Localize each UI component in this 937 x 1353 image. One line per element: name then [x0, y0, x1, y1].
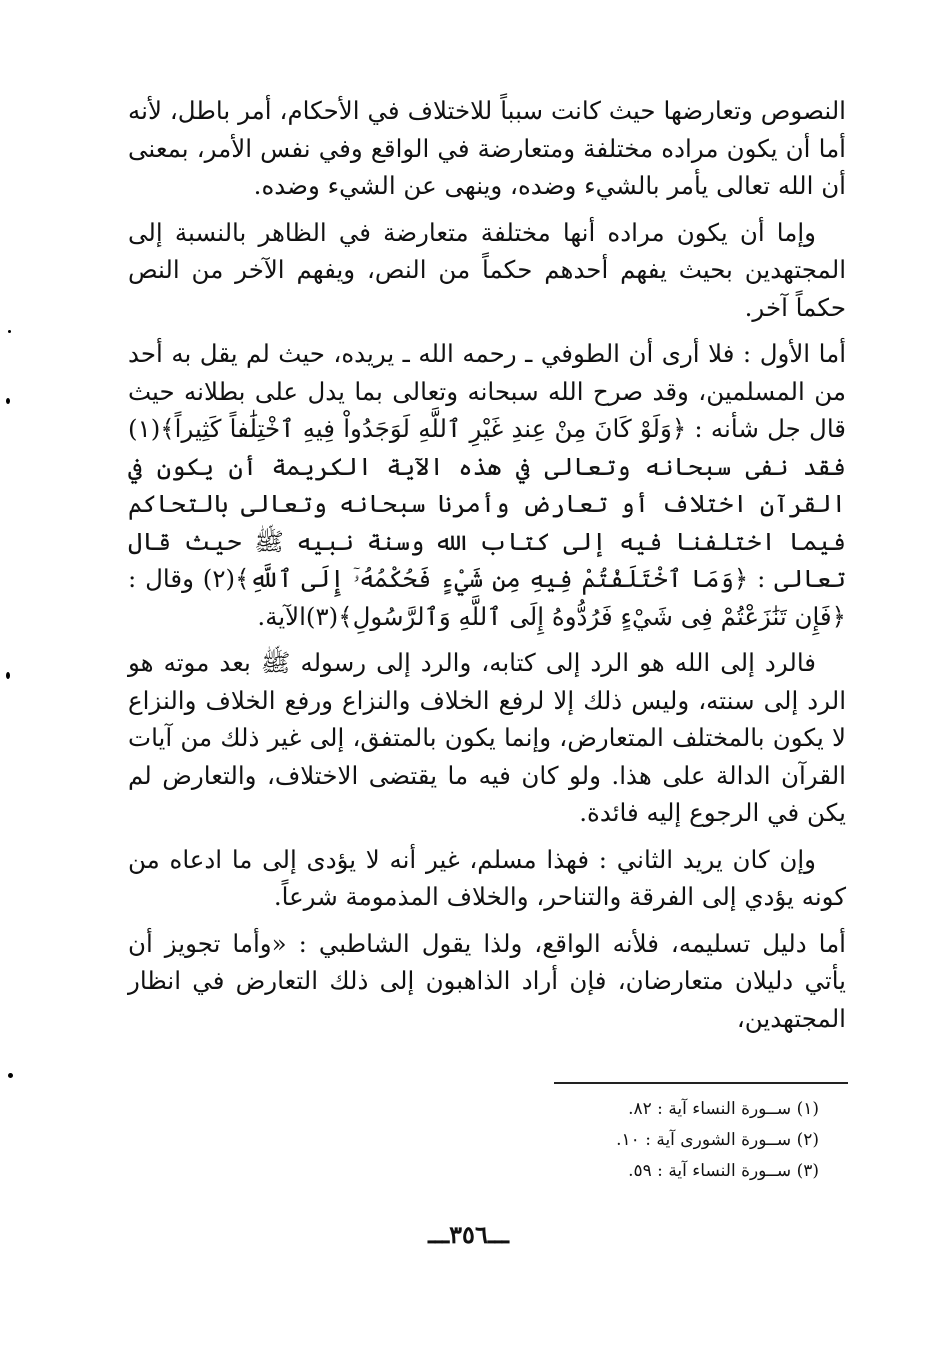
paragraph-5: وإن كان يريد الثاني : فهذا مسلم، غير أنه لا يؤدى إلى ما ادعاه من كونه يؤدي إلى الفرقة والتناحر، والخلاف المذمومة شرعاً.: [128, 844, 846, 911]
paragraph-3: أما الأول : فلا أرى أن الطوفي ـ رحمه الله ـ يريده، حيث لم يقل به أحد من المسلمين، وقد صرح الله سبحانه وتعالى بما يدل على بطلانه حيث قال جل شأنه : ﴿وَلَوْ كَانَ مِنْ عِندِ غَيْرِ ٱللَّهِ لَوَجَدُواْ فِيهِ ٱخْتِلَٰفاً كَثِيراً﴾(١) فقد نفى سبحانه وتعالى في هذه الآية الكريمة أن يكون في القرآن اختلاف أو تعارض وأمرنا سبحانه وتعالى بالتحاكم فيما اختلفنا فيه إلى كتاب الله وسنة نبيه ﷺ حيث قال تعالى : ﴿وَمَا ٱخْتَلَفْتُمْ فِيهِ مِن شَيْءٍ فَحُكْمُهُۥٓ إِلَى ٱللَّهِ﴾(٢) وقال : ﴿فَإِن تَنَٰزَعْتُمْ فِى شَيْءٍ فَرُدُّوهُ إِلَى ٱللَّهِ وَٱلرَّسُولِ﴾(٣)الآية.: [128, 339, 846, 631]
scan-speck: [6, 672, 10, 679]
scan-speck: [8, 1073, 13, 1078]
page-number: ـــ٣٥٦ـــ: [428, 1220, 509, 1249]
paragraph-6: أما دليل تسليمه، فلأنه الواقع، ولذا يقول الشاطبي : «وأما تجويز أن يأتي دليلان متعارضان، فإن أراد الذاهبون إلى ذلك التعارض في انظار المجتهدين،: [128, 928, 846, 1033]
paragraph-4: فالرد إلى الله هو الرد إلى كتابه، والرد إلى رسوله ﷺ بعد موته هو الرد إلى سنته، وليس ذلك إلا لرفع الخلاف والنزاع ورفع الخلاف والنزاع لا يكون بالمختلف المتعارض، وإنما يكون بالمتفق، إلى غير ذلك من آيات القرآن الدالة على هذا. ولو كان فيه ما يقتضى الاختلاف، والتعارض لم يكن في الرجوع إليه فائدة.: [128, 648, 847, 827]
paragraph-2: وإما أن يكون مراده أنها مختلفة متعارضة في الظاهر بالنسبة إلى المجتهدين بحيث يفهم أحدهم حكماً من النص، ويفهم الآخر من النص حكماً آخر.: [128, 217, 846, 322]
page-body: [128, 92, 846, 1046]
paragraph-1: النصوص وتعارضها حيث كانت سبباً للاختلاف في الأحكام، أمر باطل، لأنه أما أن يكون مراده مختلفة ومتعارضة في الواقع وفي نفس الأمر، بمعنى أن الله تعالى يأمر بالشيء وضده، وينهى عن الشيء وضده.: [128, 96, 846, 200]
footnote-2: (٢) ســورة الشورى آية : ١٠.: [616, 1130, 819, 1150]
footnote-divider: [554, 1082, 848, 1084]
scan-speck: [8, 330, 11, 333]
scan-speck: [6, 398, 10, 404]
footnotes: [616, 1094, 819, 1187]
footnote-3: (٣) ســورة النساء آية : ٥٩.: [628, 1161, 819, 1181]
footnote-1: (١) ســورة النساء آية : ٨٢.: [628, 1099, 819, 1119]
